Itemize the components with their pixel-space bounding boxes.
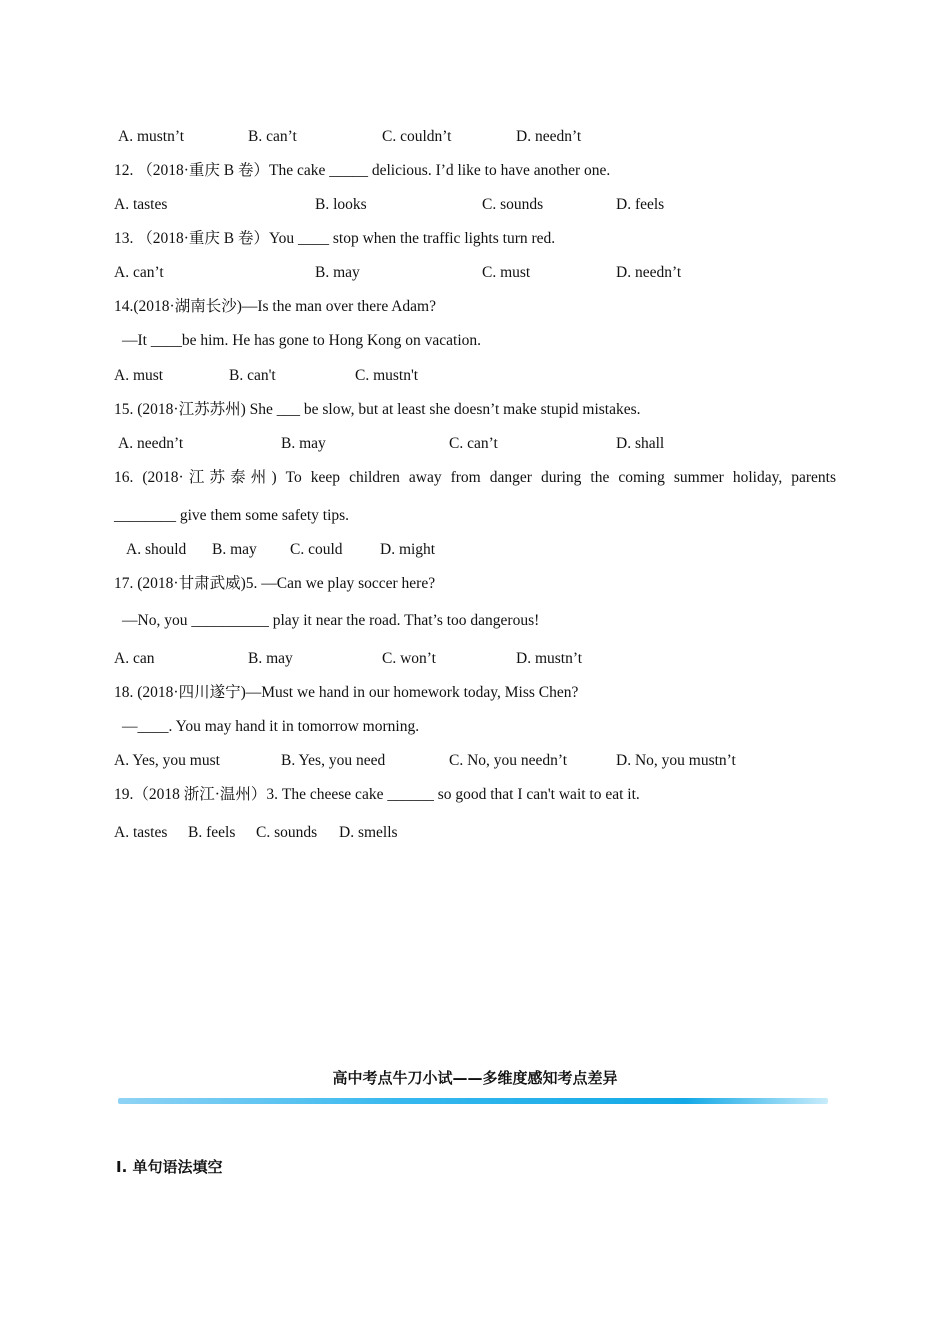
q13-option-c: C. must [482,264,531,281]
q18-option-b: B. Yes, you need [281,752,386,769]
q12-option-d: D. feels [616,196,665,213]
q14-option-b: B. can't [229,367,276,384]
q16-option-a: A. should [126,541,187,558]
q12-option-a: A. tastes [114,196,168,213]
q19-option-b: B. feels [188,824,236,841]
q16-stem: 16. (2018·江苏泰州) To keep children away from danger during the coming summer holiday, parents [114,469,836,486]
section-title: 高中考点牛刀小试——多维度感知考点差异 [332,1069,618,1087]
q17-option-a: A. can [114,650,155,667]
q13-option-a: A. can’t [114,264,164,281]
q19-option-a: A. tastes [114,824,168,841]
q16-option-b: B. may [212,541,257,558]
q14-stem: 14.(2018·湖南长沙)—Is the man over there Adam? [114,298,436,315]
q15-option-b: B. may [281,435,326,452]
q17-option-d: D. mustn’t [516,650,583,667]
q12-option-b: B. looks [315,196,367,213]
q12-option-c: C. sounds [482,196,544,213]
q17-stem: 17. (2018·甘肃武威)5. —Can we play soccer here? [114,575,436,592]
q11-option-c: C. couldn’t [382,128,452,145]
q19-stem: 19.（2018 浙江·温州）3. The cheese cake ______ so good that I can't wait to eat it. [114,786,640,803]
q14-option-c: C. mustn't [355,367,419,384]
q15-option-a: A. needn’t [118,435,184,452]
q17-option-b: B. may [248,650,293,667]
q14-reply: —It ____be him. He has gone to Hong Kong on vacation. [122,332,482,349]
q13-stem: 13. （2018·重庆 B 卷）You ____ stop when the traffic lights turn red. [114,230,556,247]
q11-option-b: B. can’t [248,128,297,145]
q18-stem: 18. (2018·四川遂宁)—Must we hand in our homework today, Miss Chen? [114,684,579,701]
q11-option-a: A. mustn’t [118,128,185,145]
q18-option-c: C. No, you needn’t [449,752,568,769]
q12-stem: 12. （2018·重庆 B 卷）The cake _____ delicious. I’d like to have another one. [114,162,611,179]
q16-option-c: C. could [290,541,343,558]
q15-option-c: C. can’t [449,435,498,452]
q17-option-c: C. won’t [382,650,436,667]
q18-option-d: D. No, you mustn’t [616,752,736,769]
q13-option-b: B. may [315,264,360,281]
section-divider-bar [118,1098,828,1104]
q14-option-a: A. must [114,367,164,384]
q15-stem: 15. (2018·江苏苏州) She ___ be slow, but at least she doesn’t make stupid mistakes. [114,401,641,418]
q16-option-d: D. might [380,541,436,558]
q15-option-d: D. shall [616,435,665,452]
q19-option-c: C. sounds [256,824,318,841]
q17-reply: —No, you __________ play it near the road. That’s too dangerous! [122,612,540,629]
q11-option-d: D. needn’t [516,128,582,145]
q18-reply: —____. You may hand it in tomorrow morning. [122,718,420,735]
q13-option-d: D. needn’t [616,264,682,281]
q16-stem-continued: ________ give them some safety tips. [114,507,350,524]
part1-heading: Ⅰ. 单句语法填空 [116,1158,223,1176]
q18-option-a: A. Yes, you must [114,752,220,769]
q19-option-d: D. smells [339,824,398,841]
